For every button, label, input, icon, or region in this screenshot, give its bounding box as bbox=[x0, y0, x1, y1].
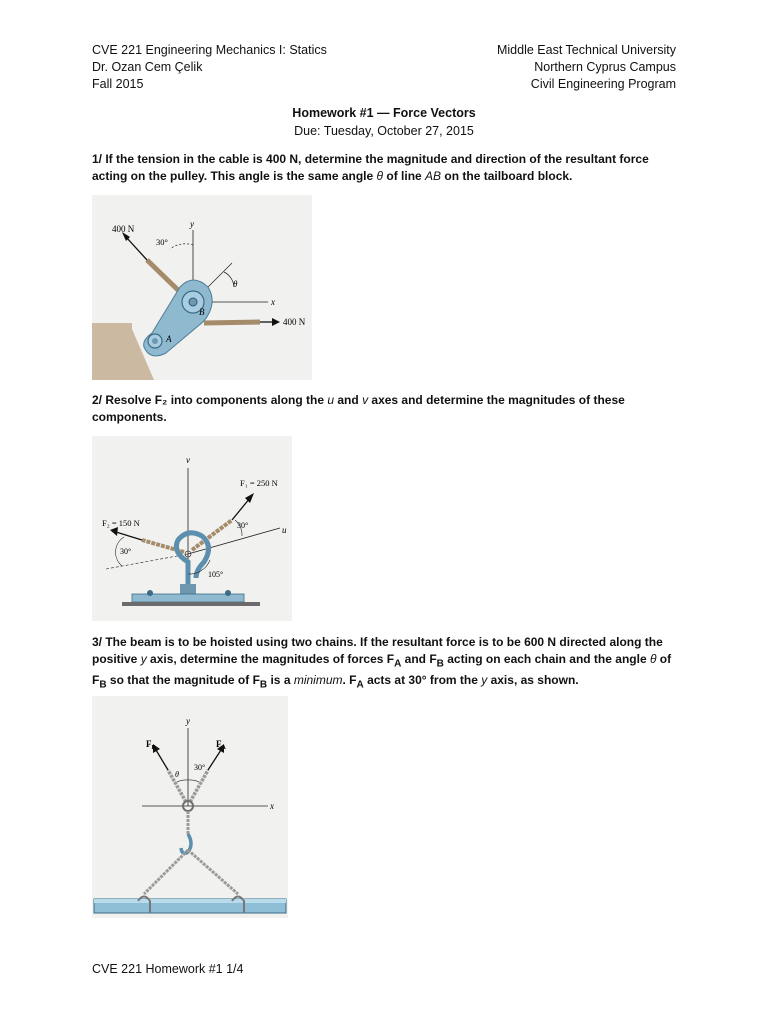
fa-label: $F_A$ bbox=[216, 739, 226, 751]
f1-label: F₁ = 250 N bbox=[240, 478, 278, 488]
program-name: Civil Engineering Program bbox=[530, 77, 676, 91]
title-heading: Homework #1 — Force Vectors bbox=[292, 106, 476, 120]
term: Fall 2015 bbox=[92, 77, 144, 91]
campus-name: Northern Cyprus Campus bbox=[534, 60, 676, 74]
angle-30-label-3: 30° bbox=[194, 763, 206, 772]
instructor-name: Dr. Ozan Cem Çelik bbox=[92, 60, 203, 74]
theta-label-3: θ bbox=[175, 770, 179, 779]
x-axis-label: x bbox=[271, 297, 275, 307]
figure-1-pulley bbox=[92, 195, 312, 380]
fb-label: $F_B$ bbox=[146, 739, 156, 751]
f2-label: F₂ = 150 N bbox=[102, 518, 140, 528]
angle-30-left: 30° bbox=[120, 547, 132, 556]
angle-30-label: 30° bbox=[156, 237, 168, 247]
angle-30-right: 30° bbox=[237, 521, 249, 530]
page-footer: CVE 221 Homework #1 1/4 bbox=[92, 962, 244, 976]
u-axis-label: u bbox=[282, 525, 287, 535]
question-1-text: 1/ If the tension in the cable is 400 N, determine the magnitude and direction of the resultant force acting on the pulley. This angle is the same angle θ of line AB on the tailboard block. bbox=[92, 152, 649, 183]
angle-105-label: 105° bbox=[208, 570, 224, 579]
v-axis-label: v bbox=[186, 455, 190, 465]
header-right bbox=[497, 42, 676, 93]
figure-3-beam bbox=[92, 696, 288, 918]
right-force-label: 400 N bbox=[283, 317, 306, 327]
y-axis-label-3: y bbox=[186, 716, 190, 726]
x-axis-label-3: x bbox=[270, 801, 274, 811]
due-date: Due: Tuesday, October 27, 2015 bbox=[294, 124, 474, 138]
y-axis-label: y bbox=[190, 219, 194, 229]
university-name: Middle East Technical University bbox=[496, 43, 676, 57]
point-b-label: B bbox=[199, 307, 205, 317]
header-left bbox=[92, 42, 327, 93]
question-2-text: 2/ Resolve F₂ into components along the u and v axes and determine the magnitudes of these components. bbox=[92, 393, 625, 424]
theta-label: θ bbox=[233, 279, 238, 289]
figure-2-hook bbox=[92, 436, 292, 621]
right-cable bbox=[204, 322, 260, 323]
point-a-label: A bbox=[166, 334, 172, 344]
homework-title bbox=[0, 104, 768, 140]
question-3-text: 3/ The beam is to be hoisted using two chains. If the resultant force is to be 600 N directed along the positive y axis, determine the magnitudes of forces $F_A$ and $F_B$ acting on each chain and the angle θ of $F_B$ so that the magnitude of $F_B$ is a minimum. $F_A$ acts at 30° from the y axis, as shown. bbox=[92, 635, 672, 691]
course-name: CVE 221 Engineering Mechanics I: Statics bbox=[92, 43, 327, 57]
top-force-label: 400 N bbox=[112, 224, 135, 234]
